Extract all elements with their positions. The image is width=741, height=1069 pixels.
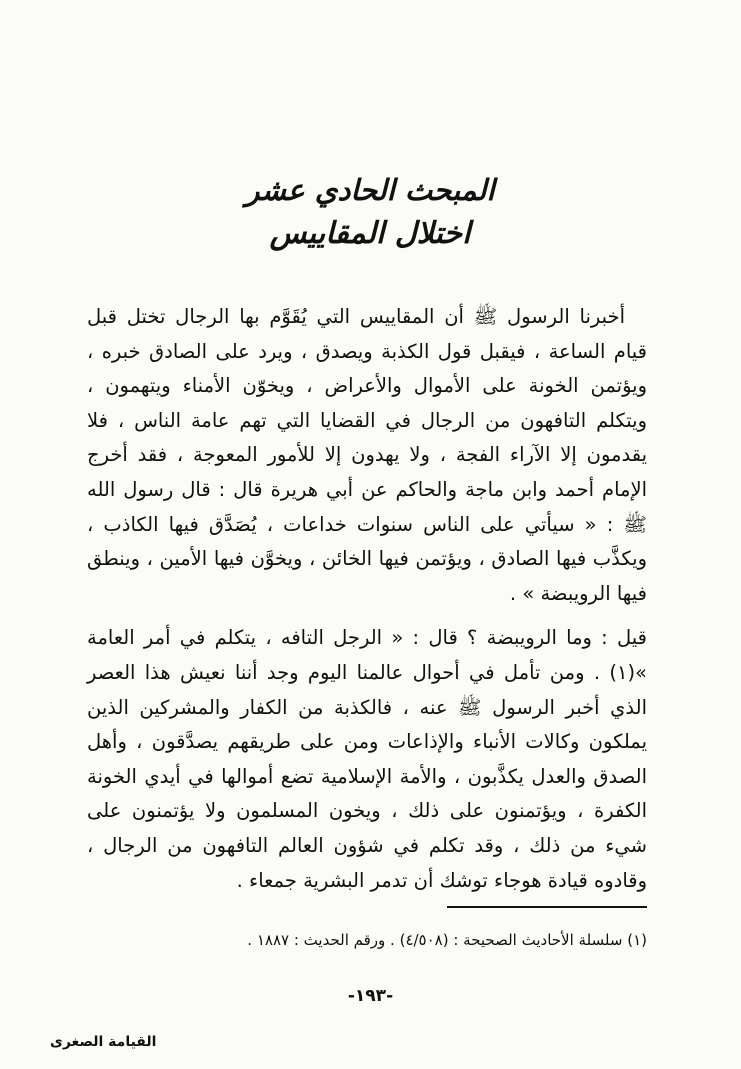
paragraph-2: قيل : وما الرويبضة ؟ قال : « الرجل التافه ، يتكلم في أمر العامة »(١) . ومن تأمل في أحوال عالمنا اليوم وجد أننا نعيش هذا العصر الذي أخبر الرسول ﷺ عنه ، فالكذبة من الكفار والمشركين الذين يملكون وكالات الأنباء والإذاعات ومن على طريقهم يصدَّقون ، وأهل الصدق والعدل يكذَّبون ، والأمة الإسلامية تضع أموالها في أيدي الخونة الكفرة ، ويؤتمنون على ذلك ، ويخون المسلمون ولا يؤتمنون على شيء من ذلك ، وقد تكلم في شؤون العالم التافهون من الرجال ، وقادوه قيادة هوجاء توشك أن تدمر البشرية جمعاء . bbox=[87, 626, 647, 892]
chapter-title: المبحث الحادي عشر bbox=[245, 173, 495, 207]
chapter-heading bbox=[150, 168, 590, 256]
paragraph-1: أخبرنا الرسول ﷺ أن المقاييس التي يُقَوَّم بها الرجال تختل قبل قيام الساعة ، فيقبل قول الكذبة ويصدق ، ويرد على الصادق خبره ، ويؤتمن الخونة على الأموال والأعراض ، ويخوّن الأمناء ويتهمون ، ويتكلم التافهون من الرجال في القضايا التي تهم عامة الناس ، فلا يقدمون إلا الآراء الفجة ، ولا يهدون إلا للأمور المعوجة ، فقد أخرج الإمام أحمد وابن ماجة والحاكم عن أبي هريرة قال : قال رسول الله ﷺ : « سيأتي على الناس سنوات خداعات ، يُصَدَّق فيها الكاذب ، ويكذَّب فيها الصادق ، ويؤتمن فيها الخائن ، ويخوَّن فيها الأمين ، وينطق فيها الرويبضة » . bbox=[87, 305, 647, 605]
body-text bbox=[87, 300, 647, 898]
footnote-divider bbox=[447, 906, 647, 908]
book-title: القيامة الصغرى bbox=[50, 1034, 157, 1050]
page-number: -١٩٣- bbox=[347, 986, 394, 1006]
footnote: (١) سلسلة الأحاديث الصحيحة : (٤/٥٠٨) . ورقم الحديث : ١٨٨٧ . bbox=[247, 931, 647, 949]
chapter-subtitle: اختلال المقاييس bbox=[269, 216, 471, 251]
